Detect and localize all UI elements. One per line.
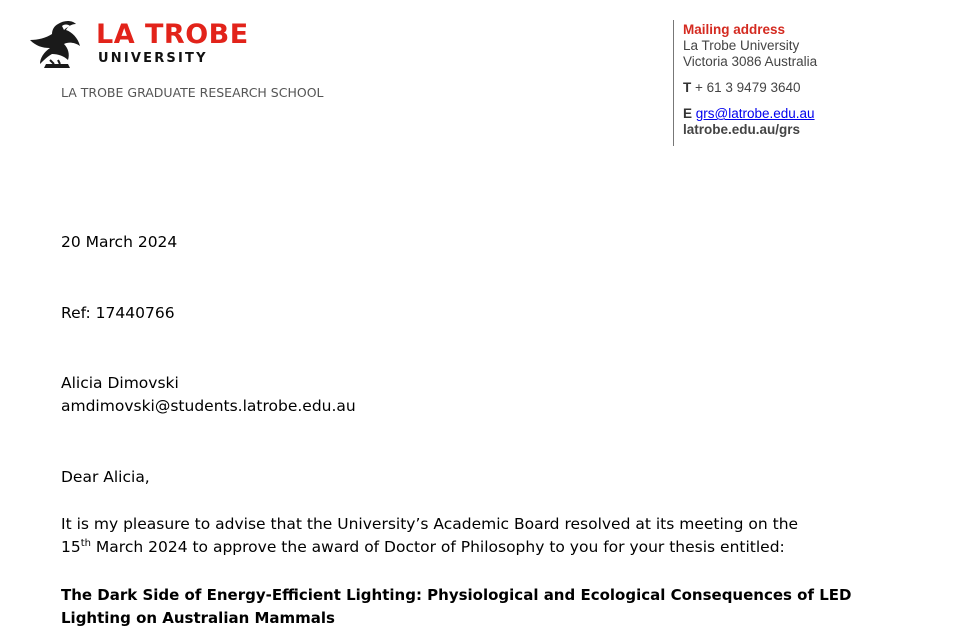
recipient-name: Alicia Dimovski [61,374,179,392]
letter-date: 20 March 2024 [61,233,178,251]
award-paragraph [61,513,798,559]
logo-wordmark: LA TROBE [96,19,249,50]
reference-number: Ref: 17440766 [61,304,175,322]
eagle-icon [28,18,90,72]
paragraph-line-1: It is my pleasure to advise that the University’s Academic Board resolved at its meeting on the [61,515,799,533]
thesis-title [61,584,851,630]
salutation: Dear Alicia, [61,468,150,486]
thesis-title-line-1: The Dark Side of Energy-Efficient Lighting: Physiological and Ecological Consequences of LED [61,586,852,604]
logo-subtitle: UNIVERSITY [98,51,208,66]
mailing-address-heading: Mailing address [683,22,786,37]
address-line-2: Victoria 3086 Australia [683,54,818,69]
phone-label: T [683,80,692,95]
thesis-title-line-2: Lighting on Australian Mammals [61,609,335,627]
school-name: LA TROBE GRADUATE RESEARCH SCHOOL [61,85,324,100]
email-label: E [683,106,693,121]
paragraph-line-2 [61,536,798,559]
email-link[interactable]: grs@latrobe.edu.au [695,106,815,121]
mailing-address-block [683,22,817,138]
phone-line [683,80,817,96]
ordinal-suffix: th [80,537,91,549]
la-trobe-logo [28,18,268,74]
phone-number: + 61 3 9479 3640 [695,80,801,95]
paragraph-line-2-rest: March 2024 to approve the award of Doctor of Philosophy to you for your thesis entitled: [91,538,785,556]
meeting-day: 15 [61,538,81,556]
website-text: latrobe.edu.au/grs [683,122,801,137]
address-divider [673,20,674,146]
recipient-email: amdimovski@students.latrobe.edu.au [61,397,356,415]
address-line-1: La Trobe University [683,38,800,53]
email-line [683,106,817,122]
recipient-block [61,372,356,418]
